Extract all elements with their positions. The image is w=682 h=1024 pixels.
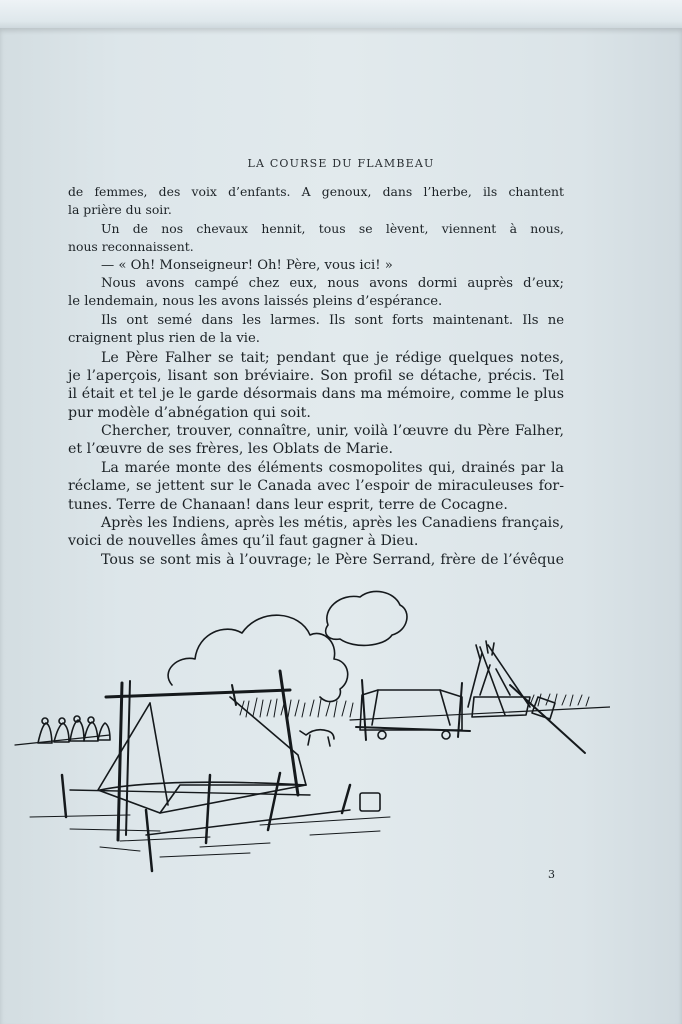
text-line: La marée monte des éléments cosmopolites qui, drainés par la — [101, 459, 564, 476]
body-text — [68, 183, 564, 569]
text-line: craignent plus rien de la vie. — [68, 331, 260, 347]
text-line: pur modèle d’abnégation qui soit. — [68, 404, 311, 421]
page-number: 3 — [548, 868, 555, 881]
grass-drawing — [530, 694, 589, 706]
camp-illustration — [10, 585, 610, 885]
text-line: Après les Indiens, après les métis, après les Canadiens français, — [101, 515, 564, 532]
animal-drawing — [300, 730, 334, 746]
text-line: — « Oh! Monseigneur! Oh! Père, vous ici! » — [101, 257, 393, 273]
text-line: Tous se sont mis à l’ouvrage; le Père Serrand, frère de l’évêque — [101, 551, 564, 568]
text-line: voici de nouvelles âmes qu’il faut gagner à Dieu. — [68, 533, 419, 550]
text-line: Nous avons campé chez eux, nous avons dormi auprès d’eux; — [101, 275, 564, 291]
text-line: je l’aperçois, lisant son bréviaire. Son profil se détache, précis. Tel — [68, 367, 564, 384]
text-line: tunes. Terre de Chanaan! dans leur esprit, terre de Cocagne. — [68, 496, 508, 513]
text-line: nous reconnaissent. — [68, 239, 194, 255]
cloud-drawing — [168, 615, 348, 701]
tipi-drawing — [468, 641, 585, 753]
text-line: il était et tel je le garde désormais dans ma mémoire, comme le plus — [68, 386, 564, 403]
grass-drawing — [240, 698, 353, 717]
text-line: Un de nos chevaux hennit, tous se lèvent, viennent à nous, — [101, 220, 564, 236]
text-line: réclame, se jettent sur le Canada avec l’espoir de miraculeuses for- — [68, 478, 564, 495]
wagon-drawing — [356, 680, 470, 740]
background-surface — [0, 0, 682, 30]
text-line: Ils ont semé dans les larmes. Ils sont forts maintenant. Ils ne — [101, 312, 564, 328]
text-line: le lendemain, nous les avons laissés pleins d’espérance. — [68, 294, 443, 310]
text-line: Le Père Falher se tait; pendant que je rédige quelques notes, — [101, 349, 564, 366]
cloud-drawing — [326, 591, 407, 645]
text-line: et l’œuvre de ses frères, les Oblats de Marie. — [68, 441, 394, 458]
text-line: la prière du soir. — [68, 202, 172, 218]
ground-drawing — [30, 815, 390, 857]
text-line: de femmes, des voix d’enfants. A genoux, dans l’herbe, ils chantent — [68, 184, 564, 199]
running-head: LA COURSE DU FLAMBEAU — [247, 157, 435, 170]
text-line: Chercher, trouver, connaître, unir, voilà l’œuvre du Père Falher, — [101, 423, 564, 440]
